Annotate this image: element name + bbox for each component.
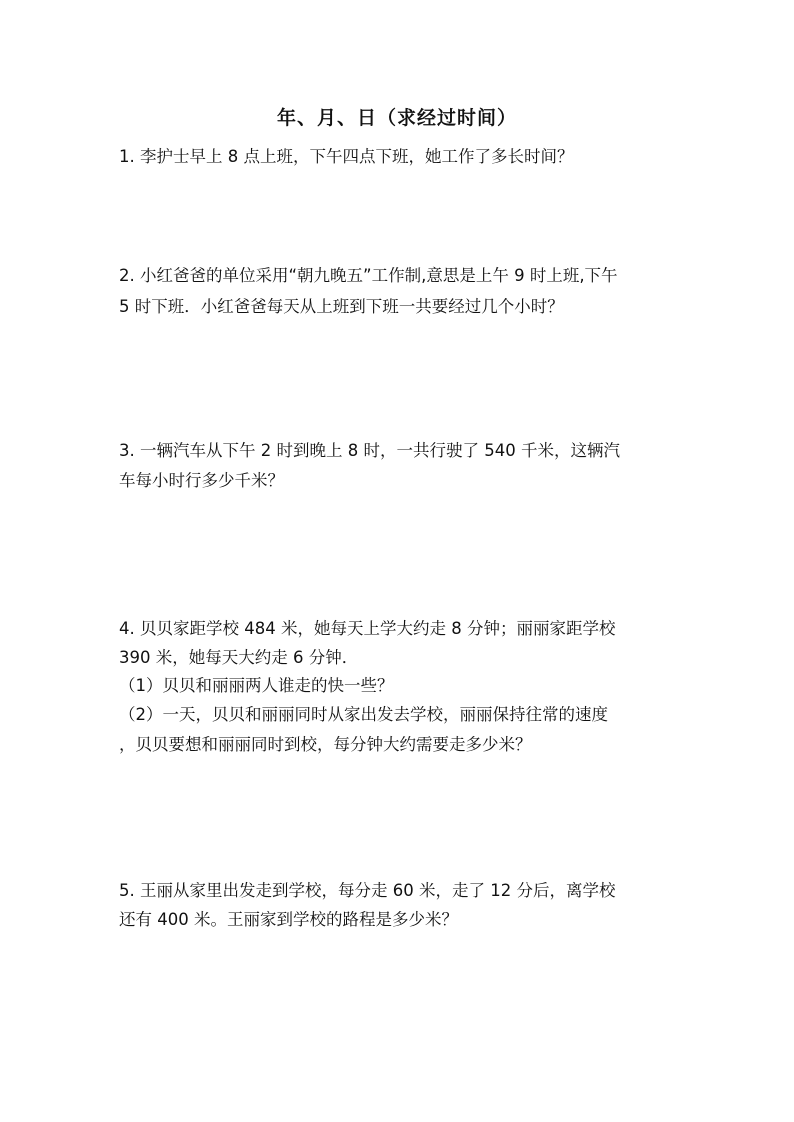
question-1-line-1: 1. 李护士早上 8 点上班，下午四点下班，她工作了多长时间？ [119, 147, 574, 166]
question-4-subquestion-2-line-1: （2）一天，贝贝和丽丽同时从家出发去学校，丽丽保持往常的速度 [119, 705, 608, 724]
question-2-line-1: 2. 小红爸爸的单位采用“朝九晚五”工作制,意思是上午 9 时上班,下午 [119, 266, 618, 285]
worksheet-title: 年、月、日（求经过时间） [276, 107, 517, 129]
question-4-subquestion-2-line-2: ，贝贝要想和丽丽同时到校，每分钟大约需要走多少米？ [119, 735, 532, 754]
question-4-subquestion-1: （1）贝贝和丽丽两人谁走的快一些？ [119, 676, 394, 695]
question-4-line-1: 4. 贝贝家距学校 484 米，她每天上学大约走 8 分钟；丽丽家距学校 [119, 619, 616, 638]
question-3-line-1: 3. 一辆汽车从下午 2 时到晚上 8 时，一共行驶了 540 千米，这辆汽 [119, 441, 620, 460]
question-4-line-2: 390 米，她每天大约走 6 分钟． [119, 648, 359, 667]
question-5-line-1: 5. 王丽从家里出发走到学校，每分走 60 米，走了 12 分后，离学校 [119, 881, 616, 900]
question-2-line-2: 5 时下班．小红爸爸每天从上班到下班一共要经过几个小时？ [119, 297, 564, 316]
question-3-line-2: 车每小时行多少千米？ [119, 471, 284, 490]
question-5-line-2: 还有 400 米。王丽家到学校的路程是多少米？ [119, 910, 458, 929]
